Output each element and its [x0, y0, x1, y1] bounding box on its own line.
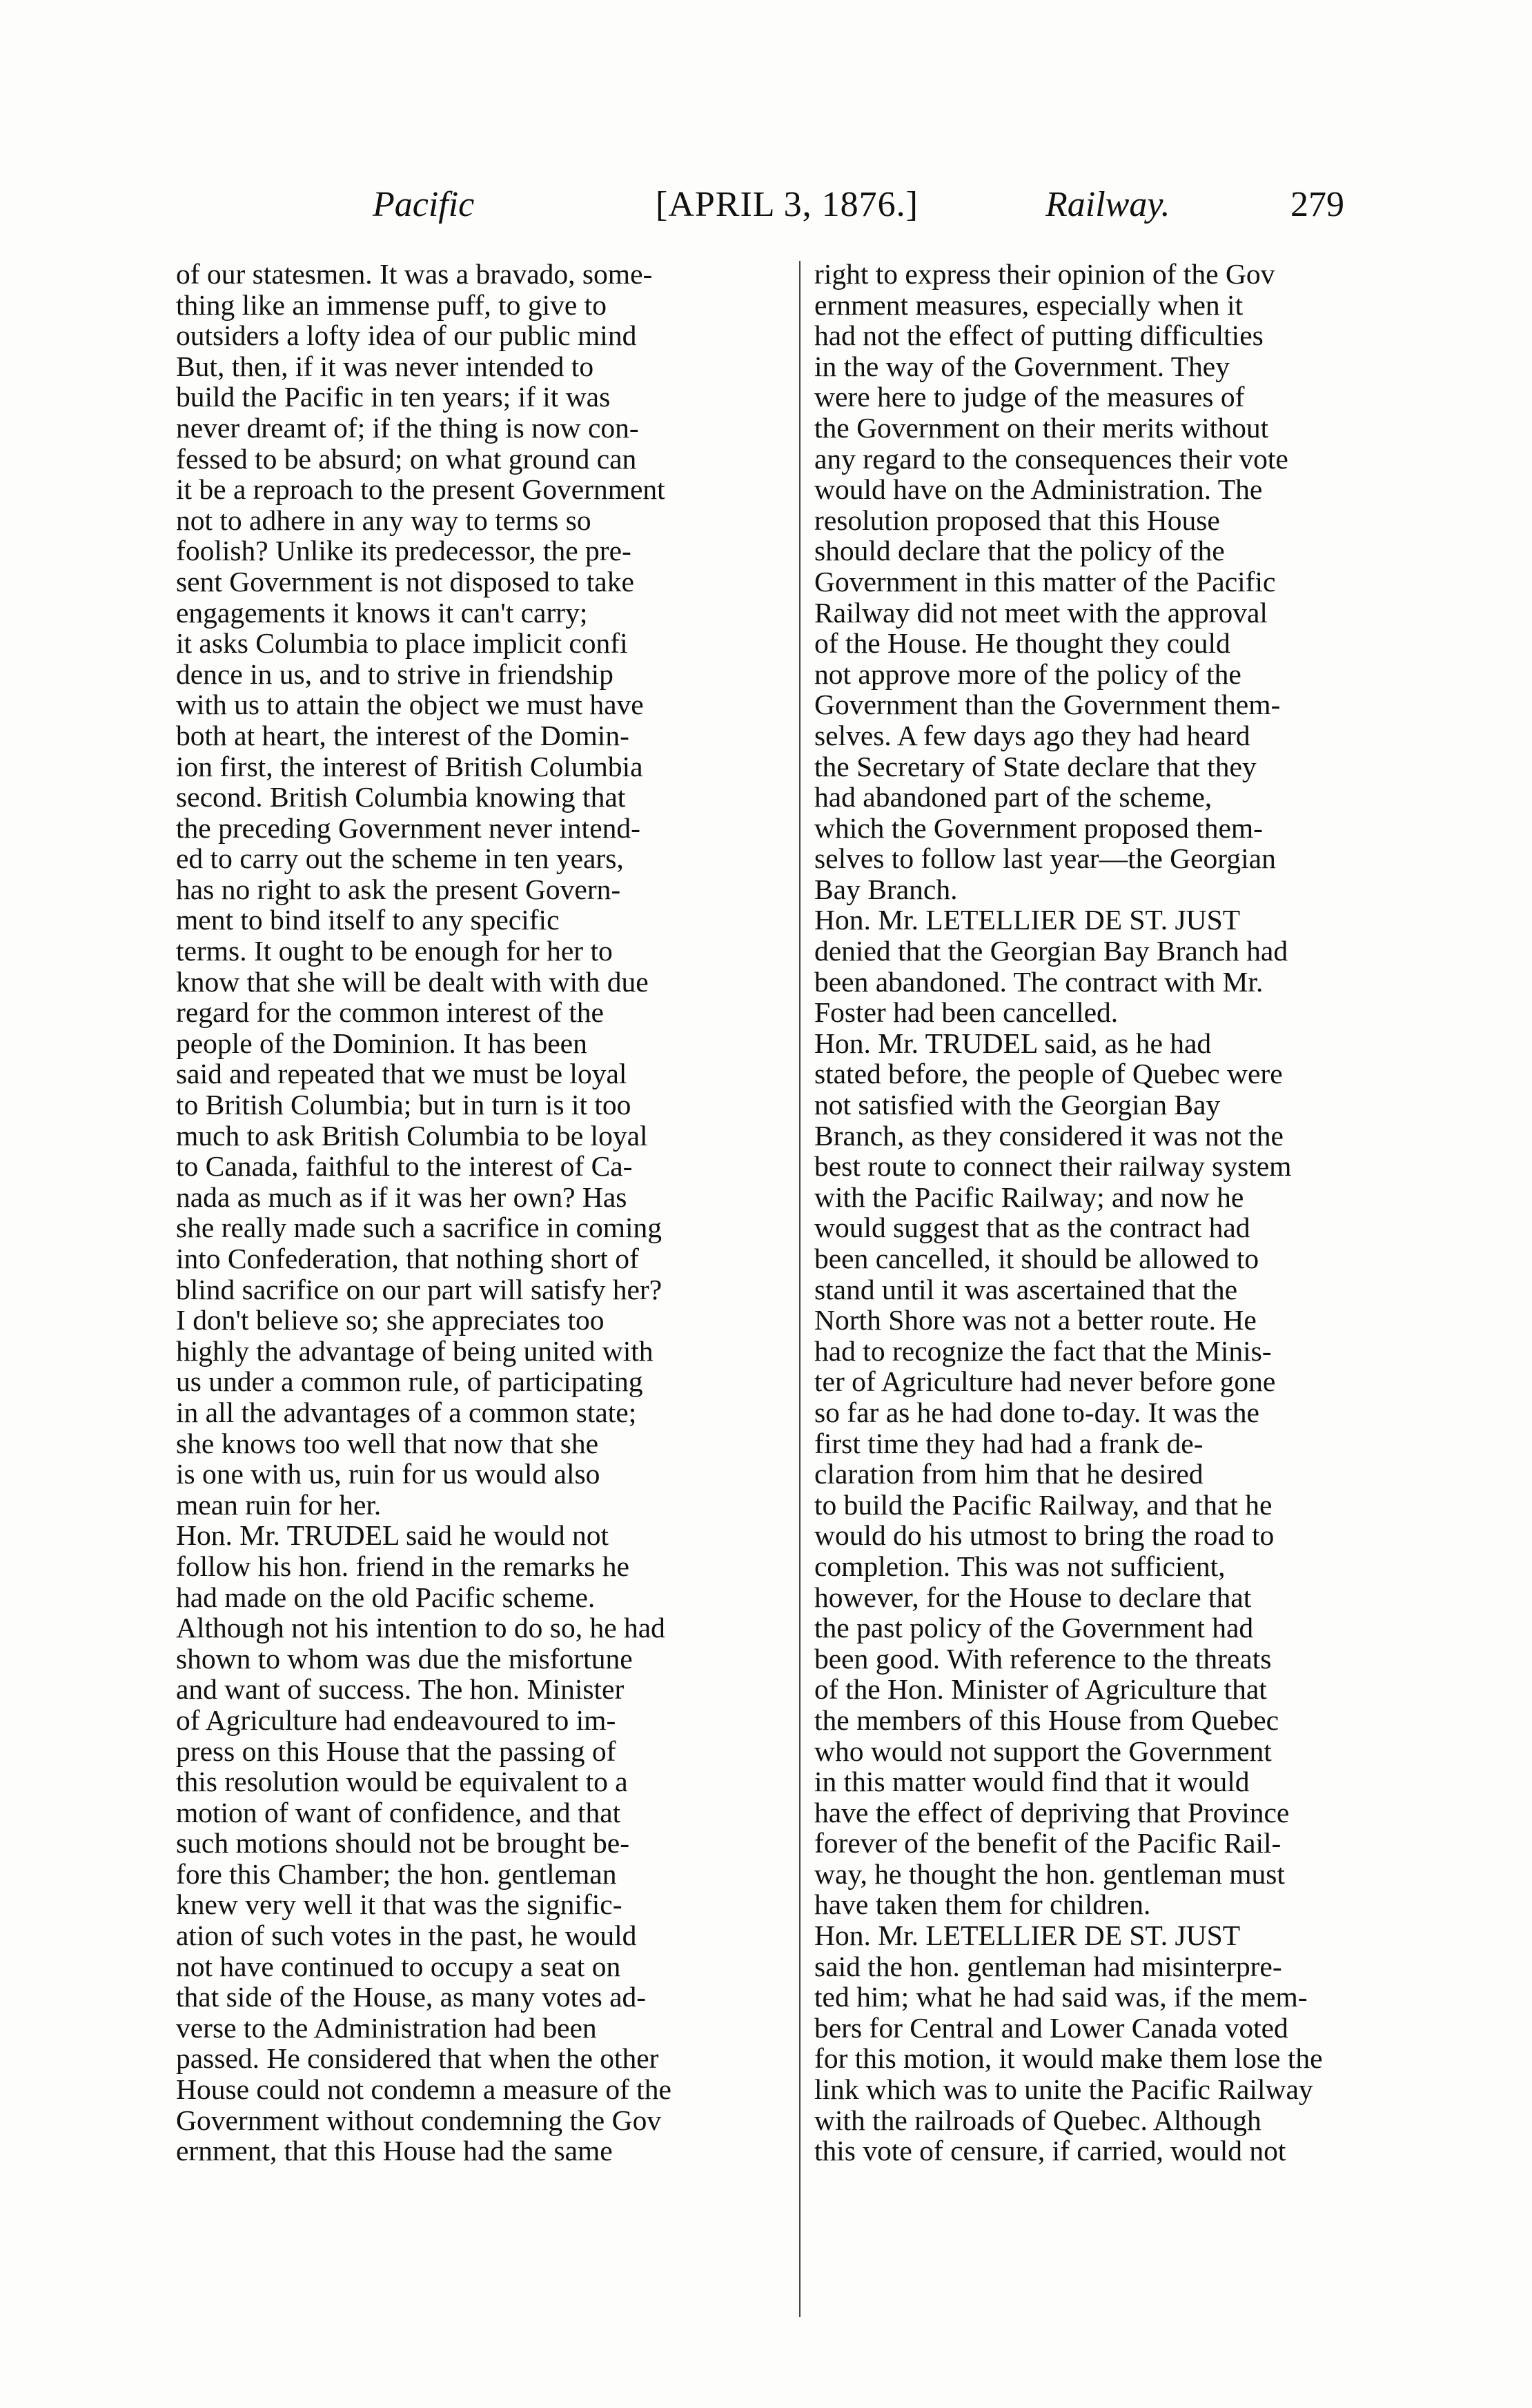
left-text-column	[176, 259, 787, 2167]
text-line: follow his hon. friend in the remarks he	[176, 1550, 629, 1582]
text-line: and want of success. The hon. Minister	[176, 1673, 625, 1706]
text-line: ment to bind itself to any specific	[176, 904, 560, 936]
text-line: forever of the benefit of the Pacific Rail-	[814, 1827, 1281, 1859]
text-line: it asks Columbia to place implicit confi	[176, 627, 628, 660]
page-number: 279	[1290, 185, 1344, 224]
text-line: would suggest that as the contract had	[814, 1212, 1250, 1244]
text-line: I don't believe so; she appreciates too	[176, 1304, 605, 1336]
text-line: to build the Pacific Railway, and that he	[814, 1488, 1273, 1521]
text-line: second. British Columbia knowing that	[176, 781, 626, 813]
text-line: of the Hon. Minister of Agriculture that	[814, 1673, 1267, 1706]
text-line: Hon. Mr. TRUDEL said he would not	[176, 1519, 609, 1552]
text-line: Foster had been cancelled.	[814, 996, 1119, 1029]
text-line: Hon. Mr. LETELLIER DE ST. JUST	[814, 1920, 1241, 1952]
text-line: she really made such a sacrifice in coming	[176, 1212, 662, 1244]
text-line: have the effect of depriving that Province	[814, 1796, 1290, 1828]
text-line: not have continued to occupy a seat on	[176, 1950, 621, 1982]
text-line: Government without condemning the Gov	[176, 2104, 662, 2136]
text-line: so far as he had done to-day. It was the	[814, 1396, 1259, 1428]
text-line: ted him; what he had said was, if the mem-	[814, 1981, 1308, 2013]
text-line: had abandoned part of the scheme,	[814, 781, 1212, 813]
running-header	[173, 181, 1449, 229]
text-line: first time they had had a frank de-	[814, 1427, 1204, 1459]
text-line: would have on the Administration. The	[814, 473, 1263, 506]
text-line: in all the advantages of a common state;	[176, 1396, 637, 1428]
text-line: said and repeated that we must be loyal	[176, 1058, 627, 1090]
text-line: Government than the Government them-	[814, 689, 1281, 721]
text-line: were here to judge of the measures of	[814, 381, 1245, 413]
text-line: to Canada, faithful to the interest of Ca-	[176, 1150, 633, 1183]
text-line: is one with us, ruin for us would also	[176, 1458, 600, 1490]
text-line: ed to carry out the scheme in ten years,	[176, 842, 624, 875]
text-line: Railway did not meet with the approval	[814, 596, 1268, 629]
text-line: the Secretary of State declare that they	[814, 750, 1257, 782]
text-line: fore this Chamber; the hon. gentleman	[176, 1857, 617, 1890]
text-line: to British Columbia; but in turn is it too	[176, 1089, 631, 1121]
text-line: bers for Central and Lower Canada voted	[814, 2011, 1288, 2044]
text-line: ter of Agriculture had never before gone	[814, 1365, 1276, 1398]
text-line: not approve more of the policy of the	[814, 658, 1241, 690]
text-line: Government in this matter of the Pacific	[814, 565, 1276, 598]
text-line: stated before, the people of Quebec were	[814, 1058, 1283, 1090]
text-line: selves to follow last year—the Georgian	[814, 842, 1276, 875]
text-line: knew very well it that was the signific-	[176, 1888, 622, 1921]
text-line: way, he thought the hon. gentleman must	[814, 1857, 1285, 1890]
text-line: ion first, the interest of British Columbia	[176, 750, 643, 782]
text-line: engagements it knows it can't carry;	[176, 596, 588, 629]
text-line: she knows too well that now that she	[176, 1427, 599, 1459]
text-line: right to express their opinion of the Gov	[814, 258, 1275, 290]
text-line: much to ask British Columbia to be loyal	[176, 1119, 648, 1152]
text-line: ernment, that this House had the same	[176, 2135, 613, 2167]
header-left-title: Pacific	[373, 185, 475, 224]
text-line: with us to attain the object we must have	[176, 689, 644, 721]
text-line: regard for the common interest of the	[176, 996, 604, 1029]
text-line: any regard to the consequences their vote	[814, 442, 1288, 475]
text-line: not to adhere in any way to terms so	[176, 504, 591, 536]
text-line: nada as much as if it was her own? Has	[176, 1181, 627, 1213]
text-line: outsiders a lofty idea of our public mind	[176, 319, 637, 352]
text-line: Although not his intention to do so, he had	[176, 1612, 665, 1644]
text-line: terms. It ought to be enough for her to	[176, 935, 613, 967]
text-line: should declare that the policy of the	[814, 535, 1225, 567]
text-line: this resolution would be equivalent to a	[176, 1766, 628, 1798]
text-line: which the Government proposed them-	[814, 811, 1263, 844]
text-line: had not the effect of putting difficulties	[814, 319, 1264, 352]
column-divider-rule	[799, 261, 801, 2317]
text-line: never dreamt of; if the thing is now con-	[176, 411, 639, 444]
text-line: thing like an immense puff, to give to	[176, 288, 607, 321]
text-line: build the Pacific in ten years; if it was	[176, 381, 611, 413]
text-line: Bay Branch.	[814, 873, 958, 905]
text-line: foolish? Unlike its predecessor, the pre-	[176, 535, 631, 567]
text-line: have taken them for children.	[814, 1888, 1151, 1921]
text-line: would do his utmost to bring the road to	[814, 1519, 1275, 1552]
text-line: of Agriculture had endeavoured to im-	[176, 1704, 616, 1736]
text-line: with the railroads of Quebec. Although	[814, 2104, 1261, 2136]
text-line: resolution proposed that this House	[814, 504, 1220, 536]
text-line: in the way of the Government. They	[814, 350, 1230, 382]
text-line: people of the Dominion. It has been	[176, 1027, 587, 1059]
text-line: had to recognize the fact that the Minis-	[814, 1334, 1272, 1367]
text-line: the members of this House from Quebec	[814, 1704, 1279, 1736]
text-line: has no right to ask the present Govern-	[176, 873, 621, 905]
text-line: mean ruin for her.	[176, 1488, 382, 1521]
text-line: however, for the House to declare that	[814, 1581, 1252, 1613]
text-line: ernment measures, especially when it	[814, 288, 1244, 321]
text-line: completion. This was not sufficient,	[814, 1550, 1226, 1582]
text-line: in this matter would find that it would	[814, 1766, 1250, 1798]
text-line: this vote of censure, if carried, would not	[814, 2135, 1286, 2167]
text-line: shown to whom was due the misfortune	[176, 1642, 633, 1675]
text-line: with the Pacific Railway; and now he	[814, 1181, 1244, 1213]
text-line: best route to connect their railway system	[814, 1150, 1292, 1183]
text-line: the preceding Government never intend-	[176, 811, 640, 844]
text-line: blind sacrifice on our part will satisfy her?	[176, 1273, 662, 1305]
text-line: it be a reproach to the present Government	[176, 473, 665, 506]
right-text-column	[814, 259, 1425, 2167]
text-line: been cancelled, it should be allowed to	[814, 1243, 1259, 1274]
text-line: us under a common rule, of participating	[176, 1365, 643, 1398]
text-line: claration from him that he desired	[814, 1458, 1204, 1490]
text-line: motion of want of confidence, and that	[176, 1796, 621, 1828]
text-line: of our statesmen. It was a bravado, some-	[176, 258, 653, 290]
text-line: both at heart, the interest of the Domin-	[176, 719, 629, 751]
text-line: link which was to unite the Pacific Railway	[814, 2073, 1313, 2106]
text-line: of the House. He thought they could	[814, 627, 1230, 660]
text-line: for this motion, it would make them lose the	[814, 2042, 1323, 2075]
text-line: ation of such votes in the past, he would	[176, 1920, 637, 1952]
text-line: into Confederation, that nothing short of	[176, 1243, 639, 1274]
text-line: dence in us, and to strive in friendship	[176, 658, 613, 690]
text-line: know that she will be dealt with with due	[176, 965, 649, 998]
text-line: sent Government is not disposed to take	[176, 565, 634, 598]
text-line: Hon. Mr. LETELLIER DE ST. JUST	[814, 904, 1241, 936]
text-line: House could not condemn a measure of the	[176, 2073, 671, 2106]
text-line: denied that the Georgian Bay Branch had	[814, 935, 1288, 967]
text-line: been abandoned. The contract with Mr.	[814, 965, 1264, 998]
text-line: been good. With reference to the threats	[814, 1642, 1272, 1675]
text-line: fessed to be absurd; on what ground can	[176, 442, 637, 475]
text-line: press on this House that the passing of	[176, 1735, 616, 1767]
text-line: passed. He considered that when the other	[176, 2042, 659, 2075]
header-right-title: Railway.	[1045, 185, 1170, 224]
text-line: Branch, as they considered it was not the	[814, 1119, 1284, 1152]
text-line: selves. A few days ago they had heard	[814, 719, 1250, 751]
text-line: the Government on their merits without	[814, 411, 1269, 444]
text-line: the past policy of the Government had	[814, 1612, 1254, 1644]
text-line: highly the advantage of being united with	[176, 1334, 654, 1367]
text-line: who would not support the Government	[814, 1735, 1272, 1767]
text-line: stand until it was ascertained that the	[814, 1273, 1238, 1305]
text-line: not satisfied with the Georgian Bay	[814, 1089, 1221, 1121]
text-line: verse to the Administration had been	[176, 2011, 597, 2044]
text-line: that side of the House, as many votes ad-	[176, 1981, 647, 2013]
text-line: said the hon. gentleman had misinterpre-	[814, 1950, 1282, 1982]
text-line: But, then, if it was never intended to	[176, 350, 594, 382]
text-line: had made on the old Pacific scheme.	[176, 1581, 596, 1613]
text-line: North Shore was not a better route. He	[814, 1304, 1257, 1336]
text-line: Hon. Mr. TRUDEL said, as he had	[814, 1027, 1212, 1059]
header-date: [APRIL 3, 1876.]	[656, 185, 919, 224]
text-line: such motions should not be brought be-	[176, 1827, 630, 1859]
